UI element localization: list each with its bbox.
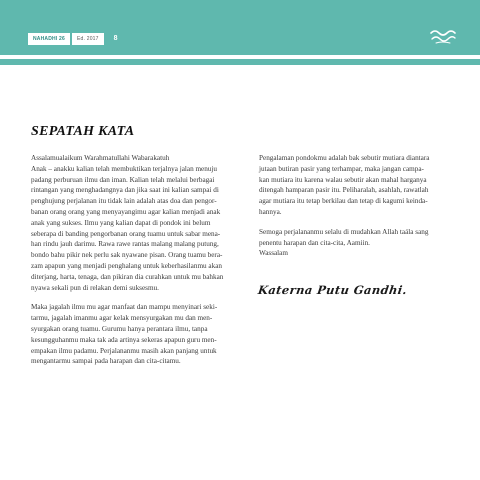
header-divider	[0, 59, 480, 65]
text-line: Maka jagalah ilmu mu agar manfaat dan mampu menyinari seki-	[31, 303, 218, 312]
brand-logo-icon	[428, 28, 458, 46]
text-line: Assalamualaikum Warahmatullahi Wabarakatuh	[31, 154, 170, 162]
header-tags	[28, 33, 118, 45]
text-line: hannya.	[259, 207, 282, 216]
text-line: Wassalam	[259, 249, 288, 258]
text-line: Anak – anakku kalian telah membuktikan terjalnya jalan menuju	[31, 164, 218, 173]
text-line: bondo bahu pikir nek perlu sak nyawane pisan. Orang tuamu bera-	[31, 251, 223, 260]
author-signature: Katerna Putu Gandhi.	[257, 283, 409, 297]
text-line: agar mutiara itu tetap berkilau dan tetap di kagumi keinda-	[259, 197, 428, 206]
text-line: seberapa di banding pengorbanan orang tuamu untuk sabar mena-	[31, 229, 221, 238]
text-line: banan orang orang yang menyayangimu agar kalian menjadi anak	[31, 207, 221, 216]
text-line: jutaan butiran pasir yang terhampar, maka jangan campa-	[259, 164, 424, 173]
text-line: rintangan yang menghadangnya dan jika saat ini kalian sampai di	[31, 186, 219, 195]
text-line: penghujung perjalanan itu tidak lain adalah atas doa dan pengor-	[31, 197, 217, 206]
text-line: tarmu, jagalah imanmu agar kelak mensyurgakan mu dan men-	[31, 314, 213, 323]
text-line: padang perburuan ilmu dan iman. Kalian telah melalui berbagai	[31, 175, 215, 184]
text-line: mengantarmu sampai pada harapan dan cita-citamu.	[31, 357, 181, 366]
left-column	[31, 153, 253, 376]
text-line: penentu harapan dan cita-cita, Aamiin.	[259, 238, 370, 247]
right-paragraph-1	[259, 153, 480, 218]
text-line: diterjang, harta, tenaga, dan pikiran dia curahkan untuk mu bahkan	[31, 272, 224, 281]
header-band	[0, 0, 480, 55]
text-line: empakan ilmu padamu. Perjalananmu masih akan panjang untuk	[31, 346, 217, 355]
text-line: zam apapun yang menjadi penghalang untuk keberhasilanmu akan	[31, 261, 223, 270]
text-line: syurgakan orang tuamu. Gurumu hanya perantara ilmu, tanpa	[31, 324, 208, 333]
text-line: Pengalaman pondokmu adalah bak sebutir mutiara diantara	[259, 154, 430, 162]
right-paragraph-2	[259, 227, 480, 259]
section-title: SEPATAH KATA	[31, 124, 135, 139]
magazine-tag: NAHADHI 26	[28, 33, 70, 45]
text-line: ditengah hamparan pasir itu. Peliharalah, asahlah, rawatlah	[259, 186, 429, 195]
text-line: Semoga perjalananmu selalu di mudahkan Allah taála sang	[259, 227, 429, 236]
text-line: kan mutiara itu karena walau sebutir akan mahal harganya	[259, 175, 427, 184]
text-line: kesungguhanmu maka tak ada artinya sekeras apapun guru men-	[31, 335, 217, 344]
edition-tag: Ed. 2017	[72, 33, 104, 45]
left-paragraph-2	[31, 302, 253, 367]
left-paragraph-1	[31, 153, 253, 293]
right-column	[259, 153, 480, 268]
text-line: han rindu jauh darimu. Rawa rawe rantas malang malang putung,	[31, 240, 219, 249]
text-line: anak yang sukses. Ilmu yang kalian dapat di pondok ini belum	[31, 218, 211, 227]
text-line: nyawa sekali pun di relakan demi suksesmu.	[31, 283, 159, 292]
page-number: 8	[113, 35, 118, 42]
